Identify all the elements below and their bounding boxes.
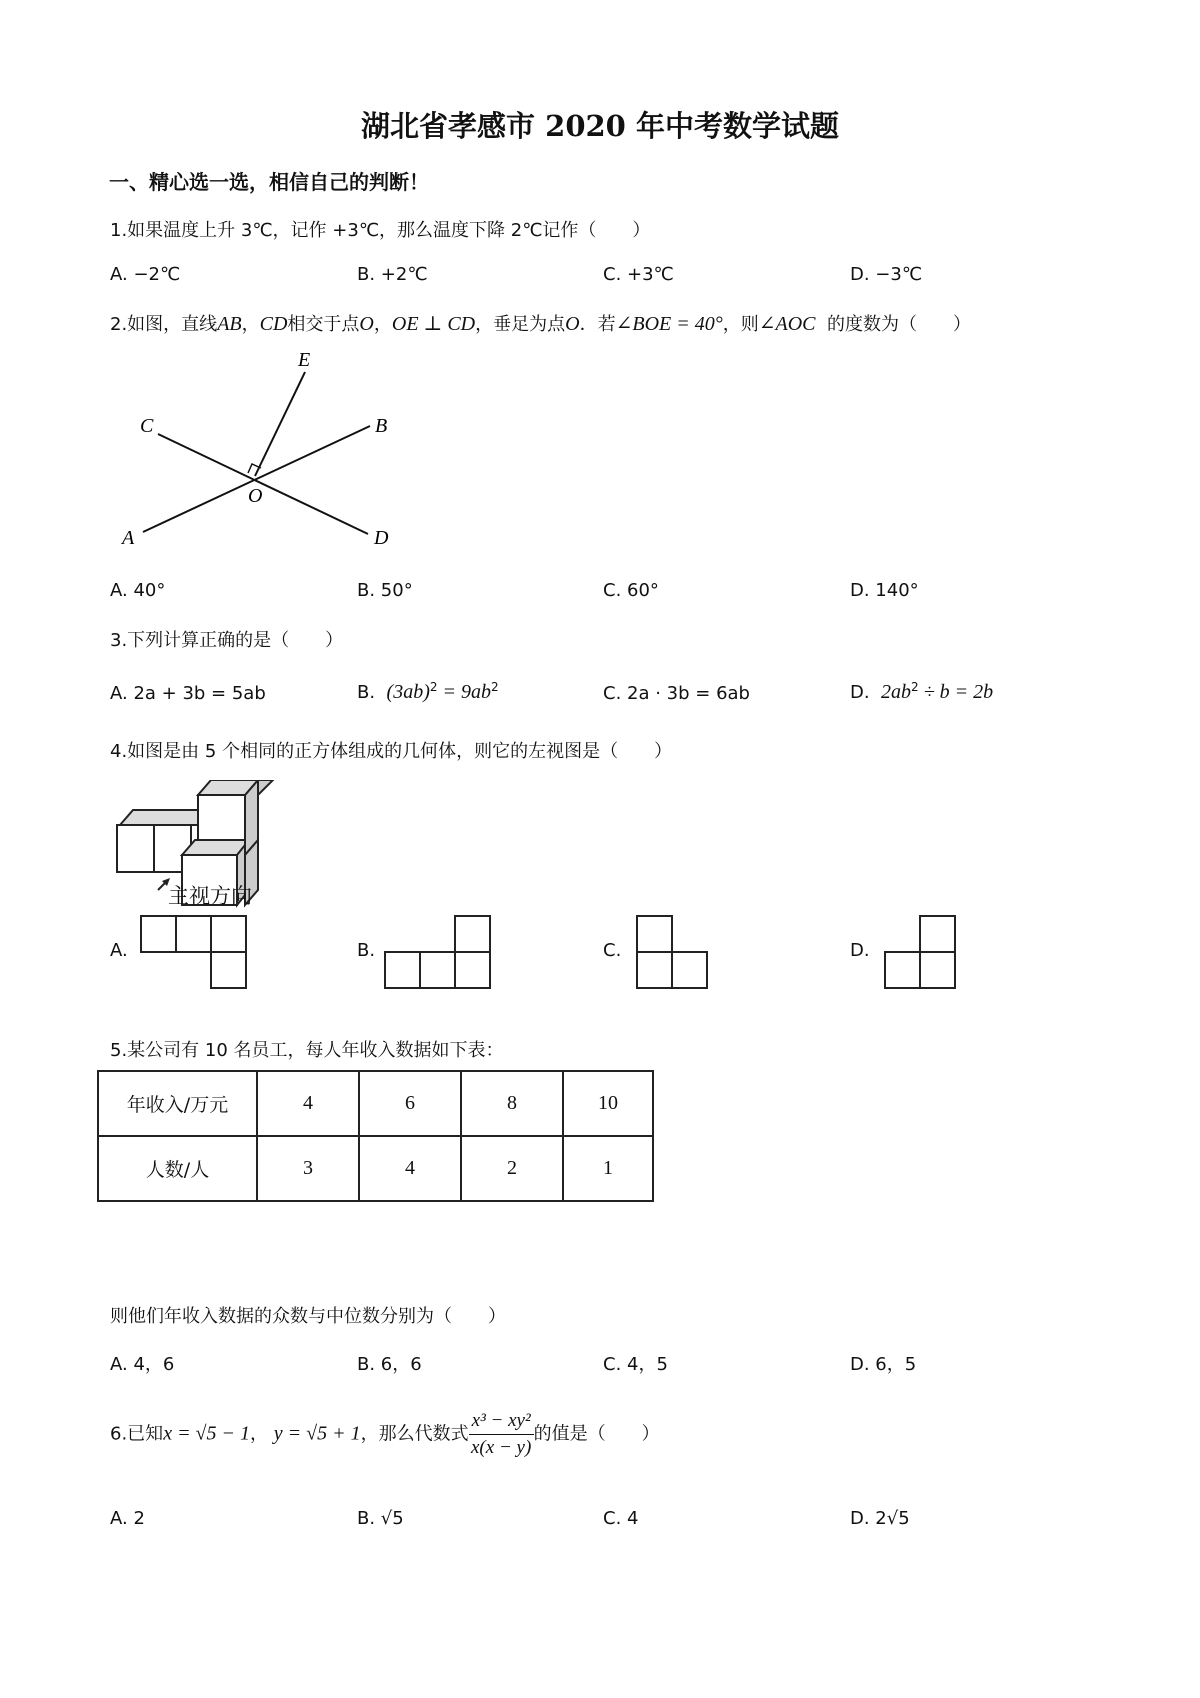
q2-option-b: B. 50° — [357, 580, 413, 601]
q3-option-a: A. 2a + 3b = 5ab — [110, 683, 266, 704]
q4-option-a-figure — [140, 915, 250, 995]
table-header-income: 年收入/万元 — [98, 1071, 257, 1136]
table-cell: 3 — [257, 1136, 359, 1201]
q1-option-c: C. +3℃ — [603, 264, 674, 285]
label-o: O — [248, 485, 263, 507]
table-cell: 4 — [257, 1071, 359, 1136]
q6-stem: 6.已知x = √5 − 1， y = √5 + 1，那么代数式 $\frac{\text{x³ − xy²}}{x(x - y)}$ 的值是（ ） — [110, 1410, 660, 1458]
q5-option-d: D. 6，5 — [850, 1354, 917, 1375]
income-table — [97, 1070, 654, 1202]
label-a: A — [122, 527, 135, 549]
q6-option-c: C. 4 — [603, 1508, 639, 1529]
q5-option-c: C. 4，5 — [603, 1354, 668, 1375]
q6-fraction: $\frac{\text{x³ − xy²}}{x(x - y)}$ — [469, 1410, 534, 1459]
q4-option-d-label: D. — [850, 940, 870, 961]
q5-option-a: A. 4，6 — [110, 1354, 175, 1375]
q2-option-a: A. 40° — [110, 580, 166, 601]
q3-option-b: B. $(3ab)^2 = 9ab^2$ — [357, 680, 499, 703]
q2-option-c: C. 60° — [603, 580, 659, 601]
table-row — [98, 1071, 653, 1136]
page-title: 湖北省孝感市 2020 年中考数学试题 — [361, 109, 839, 143]
q4-option-d-figure — [884, 915, 964, 995]
q1-option-d: D. −3℃ — [850, 264, 923, 285]
table-cell: 2 — [461, 1136, 563, 1201]
line-cd — [158, 434, 368, 534]
label-d: D — [374, 527, 389, 549]
q6-option-d: D. 2√5 — [850, 1508, 910, 1529]
q4-option-b-figure — [384, 915, 494, 995]
q5-followup: 则他们年收入数据的众数与中位数分别为（ ） — [110, 1306, 506, 1327]
q4-option-c-label: C. — [603, 940, 622, 961]
table-cell: 8 — [461, 1071, 563, 1136]
section-heading: 一、精心选一选，相信自己的判断！ — [109, 170, 429, 194]
table-cell: 1 — [563, 1136, 653, 1201]
line-ab — [143, 426, 370, 532]
label-e: E — [298, 350, 311, 371]
q6-option-a: A. 2 — [110, 1508, 145, 1529]
q3-stem: 3.下列计算正确的是（ ） — [110, 630, 344, 651]
label-b: B — [375, 415, 388, 437]
q1-option-b: B. +2℃ — [357, 264, 428, 285]
q6-option-b: B. √5 — [357, 1508, 404, 1529]
table-cell: 4 — [359, 1136, 461, 1201]
q2-option-d: D. 140° — [850, 580, 919, 601]
q4-option-b-label: B. — [357, 940, 376, 961]
table-row — [98, 1136, 653, 1201]
q4-stem: 4.如图是由 5 个相同的正方体组成的几何体，则它的左视图是（ ） — [110, 741, 673, 762]
label-c: C — [140, 415, 154, 437]
table-cell: 6 — [359, 1071, 461, 1136]
table-cell: 10 — [563, 1071, 653, 1136]
q5-option-b: B. 6，6 — [357, 1354, 422, 1375]
q4-option-a-label: A. — [110, 940, 128, 961]
q5-stem: 5.某公司有 10 名员工，每人年收入数据如下表： — [110, 1040, 504, 1061]
q1-option-a: A. −2℃ — [110, 264, 181, 285]
q2-figure — [100, 350, 420, 560]
q1-stem: 1.如果温度上升 3℃，记作 +3℃，那么温度下降 2℃记作（ ） — [110, 220, 651, 241]
q3-option-c: C. 2a · 3b = 6ab — [603, 683, 750, 704]
q2-stem: 2.如图，直线AB，CD相交于点O，OE ⊥ CD，垂足为点O．若∠BOE = 40°，则∠AOC 的度数为（ ） — [110, 313, 971, 335]
q4-option-c-figure — [636, 915, 716, 995]
table-header-people: 人数/人 — [98, 1136, 257, 1201]
view-direction-label: 主视方向 — [168, 884, 252, 908]
q3-option-d: D. $2ab^2 \div b = 2b$ — [850, 680, 994, 703]
